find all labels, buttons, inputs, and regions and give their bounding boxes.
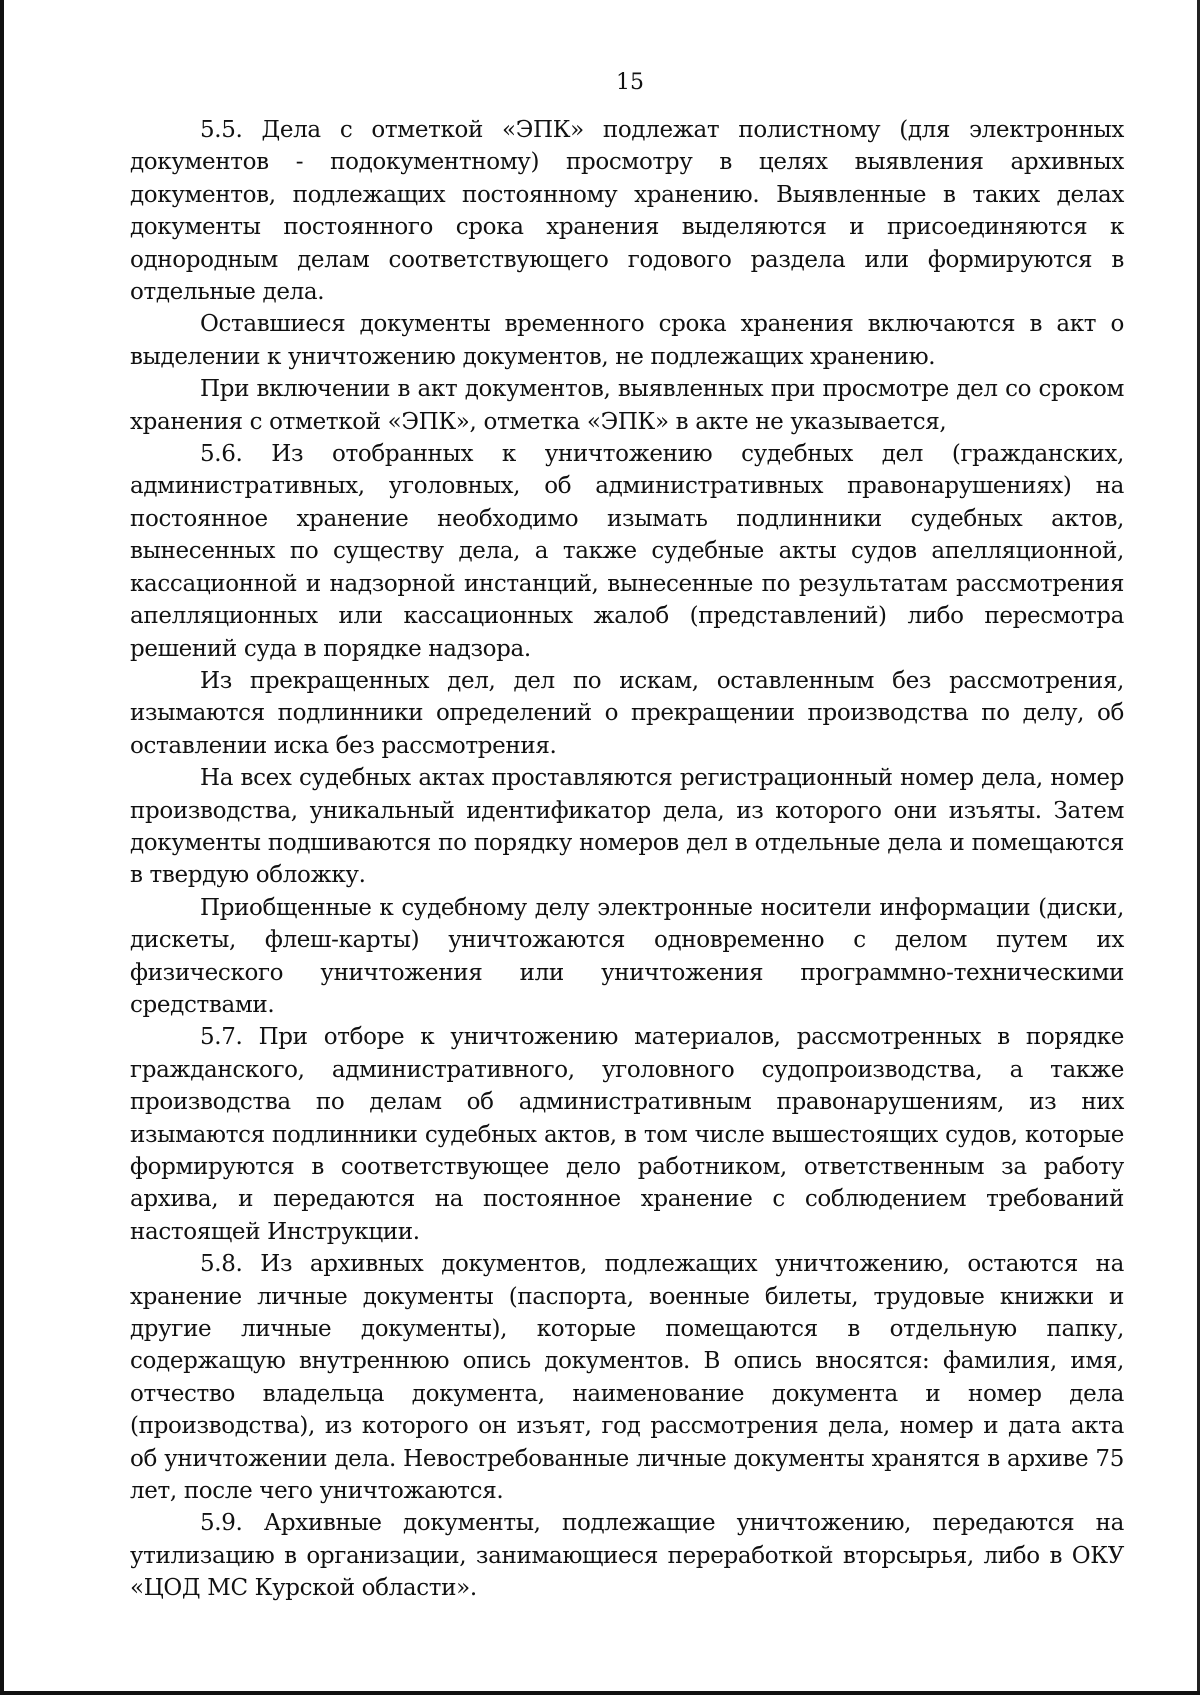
document-body	[130, 114, 1124, 1605]
paragraph-5-6-terminated-cases: Из прекращенных дел, дел по искам, оставленным без рассмотрения, изымаются подлинники определений о прекращении производства по делу, об оставлении иска без рассмотрения.	[130, 667, 1124, 759]
paragraph-5-6: 5.6. Из отобранных к уничтожению судебных дел (гражданских, административных, уголовных, об административных правонарушениях) на постоянное хранение необходимо изымать подлинники судебных актов, вынесенных по существу дела, а также судебные акты судов апелляционной, кассационной и надзорной инстанций, вынесенные по результатам рассмотрения апелляционных или кассационных жалоб (представлений) либо пересмотра решений суда в порядке надзора.	[130, 441, 1124, 662]
page-number: 15	[616, 70, 644, 95]
scan-edge-bottom	[0, 1691, 1200, 1695]
paragraph-5-5-epk-note: При включении в акт документов, выявленных при просмотре дел со сроком хранения с отметкой «ЭПК», отметка «ЭПК» в акте не указывается,	[130, 376, 1124, 435]
paragraph-5-5: 5.5. Дела с отметкой «ЭПК» подлежат полистному (для электронных документов - подокументному) просмотру в целях выявления архивных документов, подлежащих постоянному хранению. Выявленные в таких делах документы постоянного срока хранения выделяются и присоединяются к однородным делам соответствующего годового раздела или формируются в отдельные дела.	[130, 117, 1124, 306]
paragraph-5-8: 5.8. Из архивных документов, подлежащих уничтожению, остаются на хранение личные документы (паспорта, военные билеты, трудовые книжки и другие личные документы), которые помещаются в отдельную папку, содержащую внутреннюю опись документов. В опись вносятся: фамилия, имя, отчество владельца документа, наименование документа и номер дела (производства), из которого он изъят, год рассмотрения дела, номер и дата акта об уничтожении дела. Невостребованные личные документы хранятся в архиве 75 лет, после чего уничтожаются.	[130, 1251, 1124, 1505]
paragraph-5-5-remaining-docs: Оставшиеся документы временного срока хранения включаются в акт о выделении к уничтожению документов, не подлежащих хранению.	[130, 311, 1124, 370]
paragraph-5-9: 5.9. Архивные документы, подлежащие уничтожению, передаются на утилизацию в организации, занимающиеся переработкой вторсырья, либо в ОКУ «ЦОД МС Курской области».	[130, 1510, 1124, 1602]
paragraph-5-6-electronic-media: Приобщенные к судебному делу электронные носители информации (диски, дискеты, флеш-карты) уничтожаются одновременно с делом путем их физического уничтожения или уничтожения программно-техническими средствами.	[130, 894, 1124, 1018]
paragraph-5-7: 5.7. При отборе к уничтожению материалов, рассмотренных в порядке гражданского, административного, уголовного судопроизводства, а также производства по делам об административным правонарушениям, из них изымаются подлинники судебных актов, в том числе вышестоящих судов, которые формируются в соответствующее дело работником, ответственным за работу архива, и передаются на постоянное хранение с соблюдением требований настоящей Инструкции.	[130, 1024, 1124, 1245]
paragraph-5-6-registration: На всех судебных актах проставляются регистрационный номер дела, номер производства, уникальный идентификатор дела, из которого они изъяты. Затем документы подшиваются по порядку номеров дел в отдельные дела и помещаются в твердую обложку.	[130, 765, 1124, 889]
scan-edge-left	[0, 0, 4, 1695]
